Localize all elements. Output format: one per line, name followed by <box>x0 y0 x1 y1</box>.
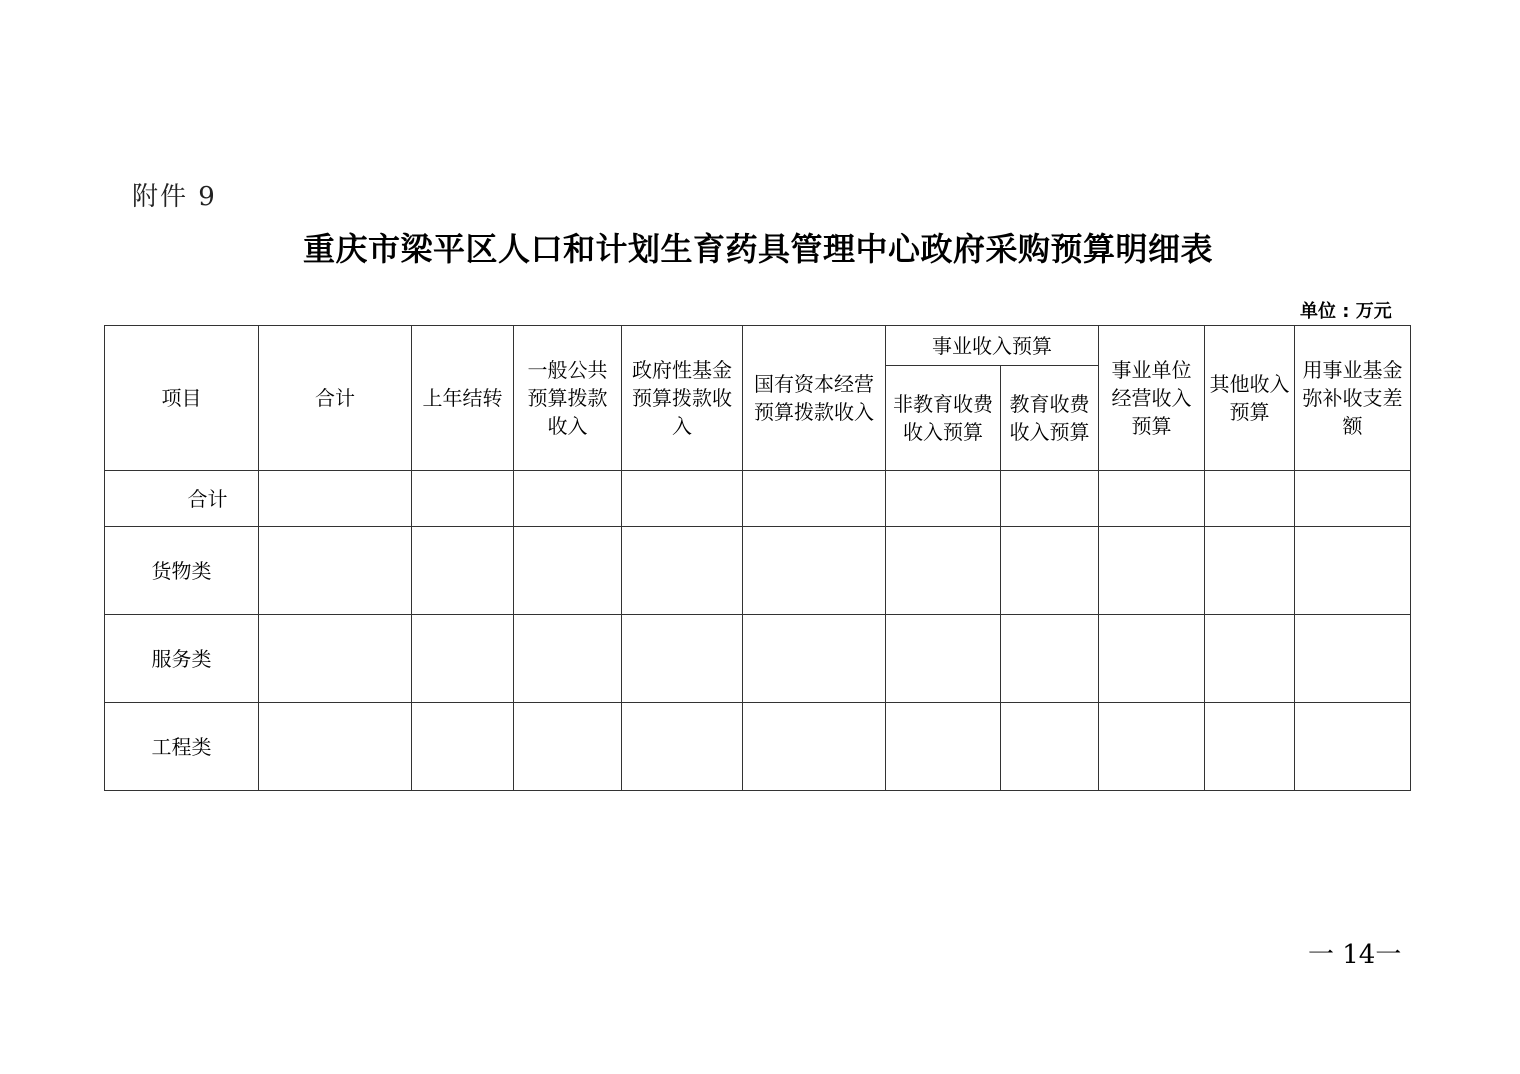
table-cell <box>743 471 886 527</box>
table-cell <box>259 615 412 703</box>
table-cell <box>514 615 622 703</box>
table-cell <box>1295 471 1411 527</box>
table-cell <box>886 527 1001 615</box>
table-row <box>105 471 1411 527</box>
budget-table <box>104 325 1411 791</box>
table-cell <box>1099 527 1205 615</box>
header-non-edu-fee-income: 非教育收费收入预算 <box>886 366 1001 471</box>
table-cell <box>1205 703 1295 791</box>
header-row <box>105 326 1411 366</box>
table-row <box>105 703 1411 791</box>
table-cell <box>886 703 1001 791</box>
header-career-income-group: 事业收入预算 <box>886 326 1099 366</box>
table-cell <box>622 471 743 527</box>
header-fund-offset: 用事业基金弥补收支差额 <box>1295 326 1411 471</box>
table-row <box>105 615 1411 703</box>
page-number: 一 14一 <box>1308 940 1402 970</box>
header-general-public-budget: 一般公共预算拨款收入 <box>514 326 622 471</box>
table-cell <box>622 615 743 703</box>
table-cell <box>412 615 514 703</box>
table-cell <box>514 527 622 615</box>
header-edu-fee-income: 教育收费收入预算 <box>1001 366 1099 471</box>
table-cell <box>1295 615 1411 703</box>
table-cell <box>259 471 412 527</box>
table-cell <box>743 527 886 615</box>
table-cell <box>886 615 1001 703</box>
table-cell <box>1205 527 1295 615</box>
row-label: 工程类 <box>105 703 259 791</box>
table-cell <box>514 471 622 527</box>
table-cell <box>1001 471 1099 527</box>
table-cell <box>1001 615 1099 703</box>
table-cell <box>1001 703 1099 791</box>
table-cell <box>1295 527 1411 615</box>
table-cell <box>259 703 412 791</box>
table-cell <box>1205 471 1295 527</box>
table-row <box>105 527 1411 615</box>
table-cell <box>1099 471 1205 527</box>
table-cell <box>622 527 743 615</box>
table-cell <box>514 703 622 791</box>
table-cell <box>259 527 412 615</box>
table-cell <box>1295 703 1411 791</box>
table-cell <box>622 703 743 791</box>
table-cell <box>1099 615 1205 703</box>
header-gov-fund-budget: 政府性基金预算拨款收入 <box>622 326 743 471</box>
table-cell <box>1001 527 1099 615</box>
row-label: 货物类 <box>105 527 259 615</box>
table-cell <box>886 471 1001 527</box>
attachment-label: 附件 9 <box>132 182 217 212</box>
header-other-income: 其他收入预算 <box>1205 326 1295 471</box>
header-unit-operating-income: 事业单位经营收入预算 <box>1099 326 1205 471</box>
header-state-capital-budget: 国有资本经营预算拨款收入 <box>743 326 886 471</box>
table-cell <box>743 615 886 703</box>
table-cell <box>412 471 514 527</box>
table-cell <box>1205 615 1295 703</box>
row-label: 服务类 <box>105 615 259 703</box>
table-cell <box>1099 703 1205 791</box>
header-total: 合计 <box>259 326 412 471</box>
unit-label: 单位 : 万元 <box>1300 301 1392 322</box>
header-carryover: 上年结转 <box>412 326 514 471</box>
table-cell <box>412 703 514 791</box>
table-cell <box>412 527 514 615</box>
header-item: 项目 <box>105 326 259 471</box>
page-title: 重庆市梁平区人口和计划生育药具管理中心政府采购预算明细表 <box>302 230 1213 268</box>
table-cell <box>743 703 886 791</box>
row-label: 合计 <box>105 471 259 527</box>
